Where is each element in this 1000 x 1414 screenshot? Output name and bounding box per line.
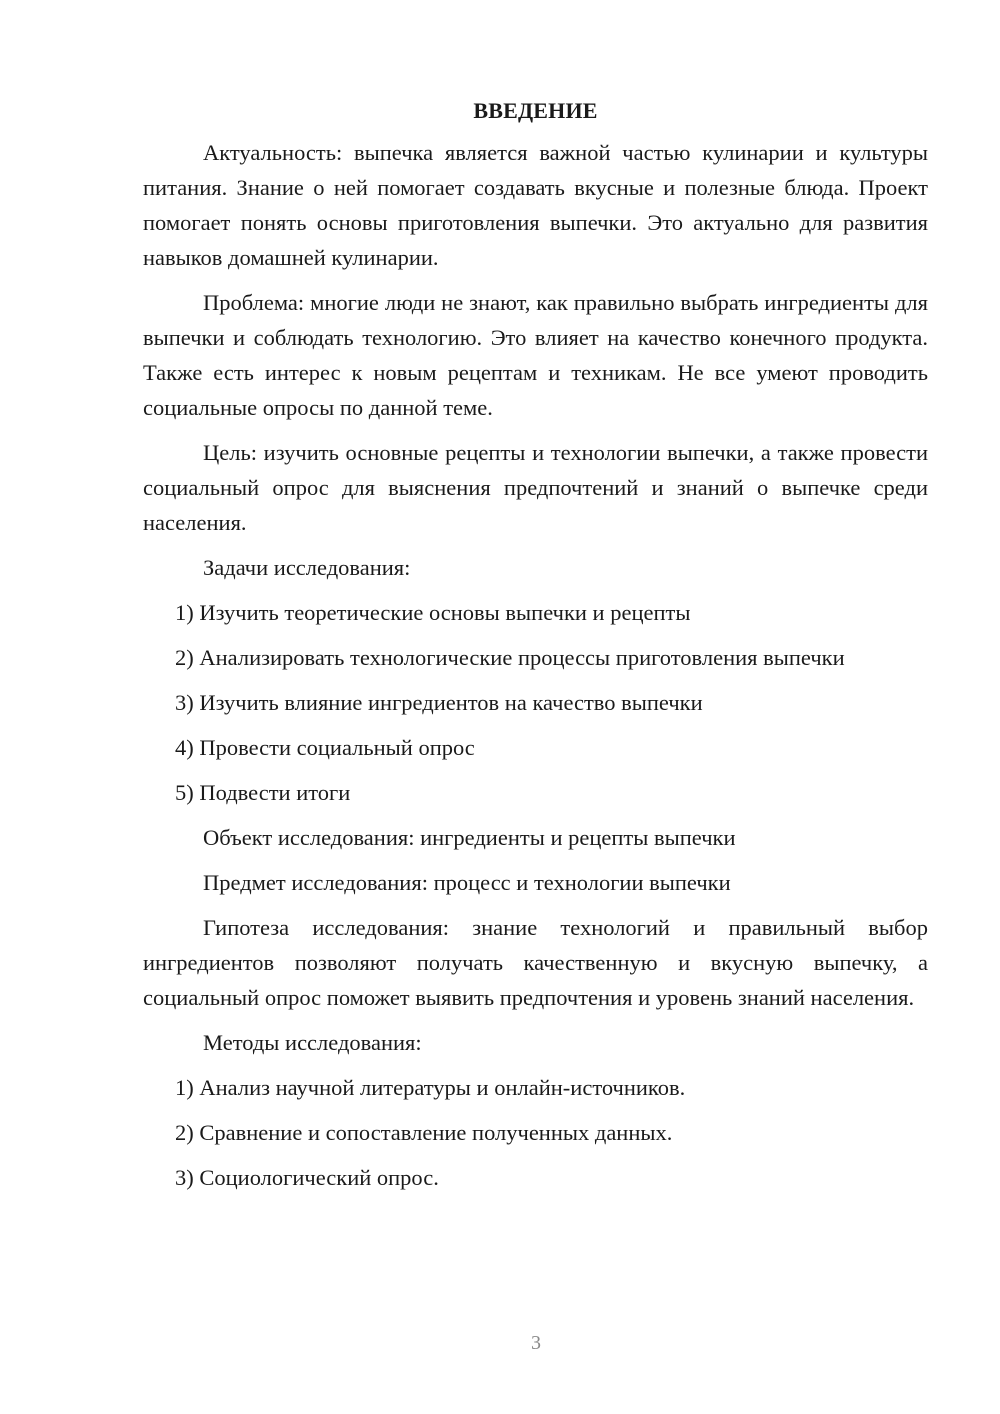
research-object: Объект исследования: ингредиенты и рецепты выпечки — [203, 825, 736, 850]
section-title: ВВЕДЕНИЕ — [473, 98, 598, 123]
task-item-4: 4) Провести социальный опрос — [175, 735, 475, 760]
tasks-heading: Задачи исследования: — [203, 555, 411, 580]
problem-paragraph: Проблема: многие люди не знают, как правильно выбрать ингредиенты для выпечки и соблюдать технологию. Это влияет на качество конечного продукта. Также есть интерес к новым рецептам и техникам. Не все умеют проводить социальные опросы по данной теме. — [143, 290, 928, 420]
page-content — [143, 93, 928, 1205]
task-item-2: 2) Анализировать технологические процессы приготовления выпечки — [175, 645, 845, 670]
page-number: 3 — [531, 1332, 541, 1354]
method-item-2: 2) Сравнение и сопоставление полученных данных. — [175, 1120, 673, 1145]
method-item-3: 3) Социологический опрос. — [175, 1165, 439, 1190]
goal-paragraph: Цель: изучить основные рецепты и технологии выпечки, а также провести социальный опрос для выяснения предпочтений и знаний о выпечке среди населения. — [143, 440, 928, 535]
method-item-1: 1) Анализ научной литературы и онлайн-источников. — [175, 1075, 686, 1100]
methods-heading: Методы исследования: — [203, 1030, 422, 1055]
task-item-1: 1) Изучить теоретические основы выпечки и рецепты — [175, 600, 691, 625]
research-subject: Предмет исследования: процесс и технологии выпечки — [203, 870, 731, 895]
relevance-paragraph: Актуальность: выпечка является важной частью кулинарии и культуры питания. Знание о ней помогает создавать вкусные и полезные блюда. Проект помогает понять основы приготовления выпечки. Это актуально для развития навыков домашней кулинарии. — [143, 140, 928, 270]
task-item-3: 3) Изучить влияние ингредиентов на качество выпечки — [175, 690, 703, 715]
hypothesis-paragraph: Гипотеза исследования: знание технологий и правильный выбор ингредиентов позволяют получать качественную и вкусную выпечку, а социальный опрос поможет выявить предпочтения и уровень знаний населения. — [143, 915, 928, 1010]
task-item-5: 5) Подвести итоги — [175, 780, 351, 805]
